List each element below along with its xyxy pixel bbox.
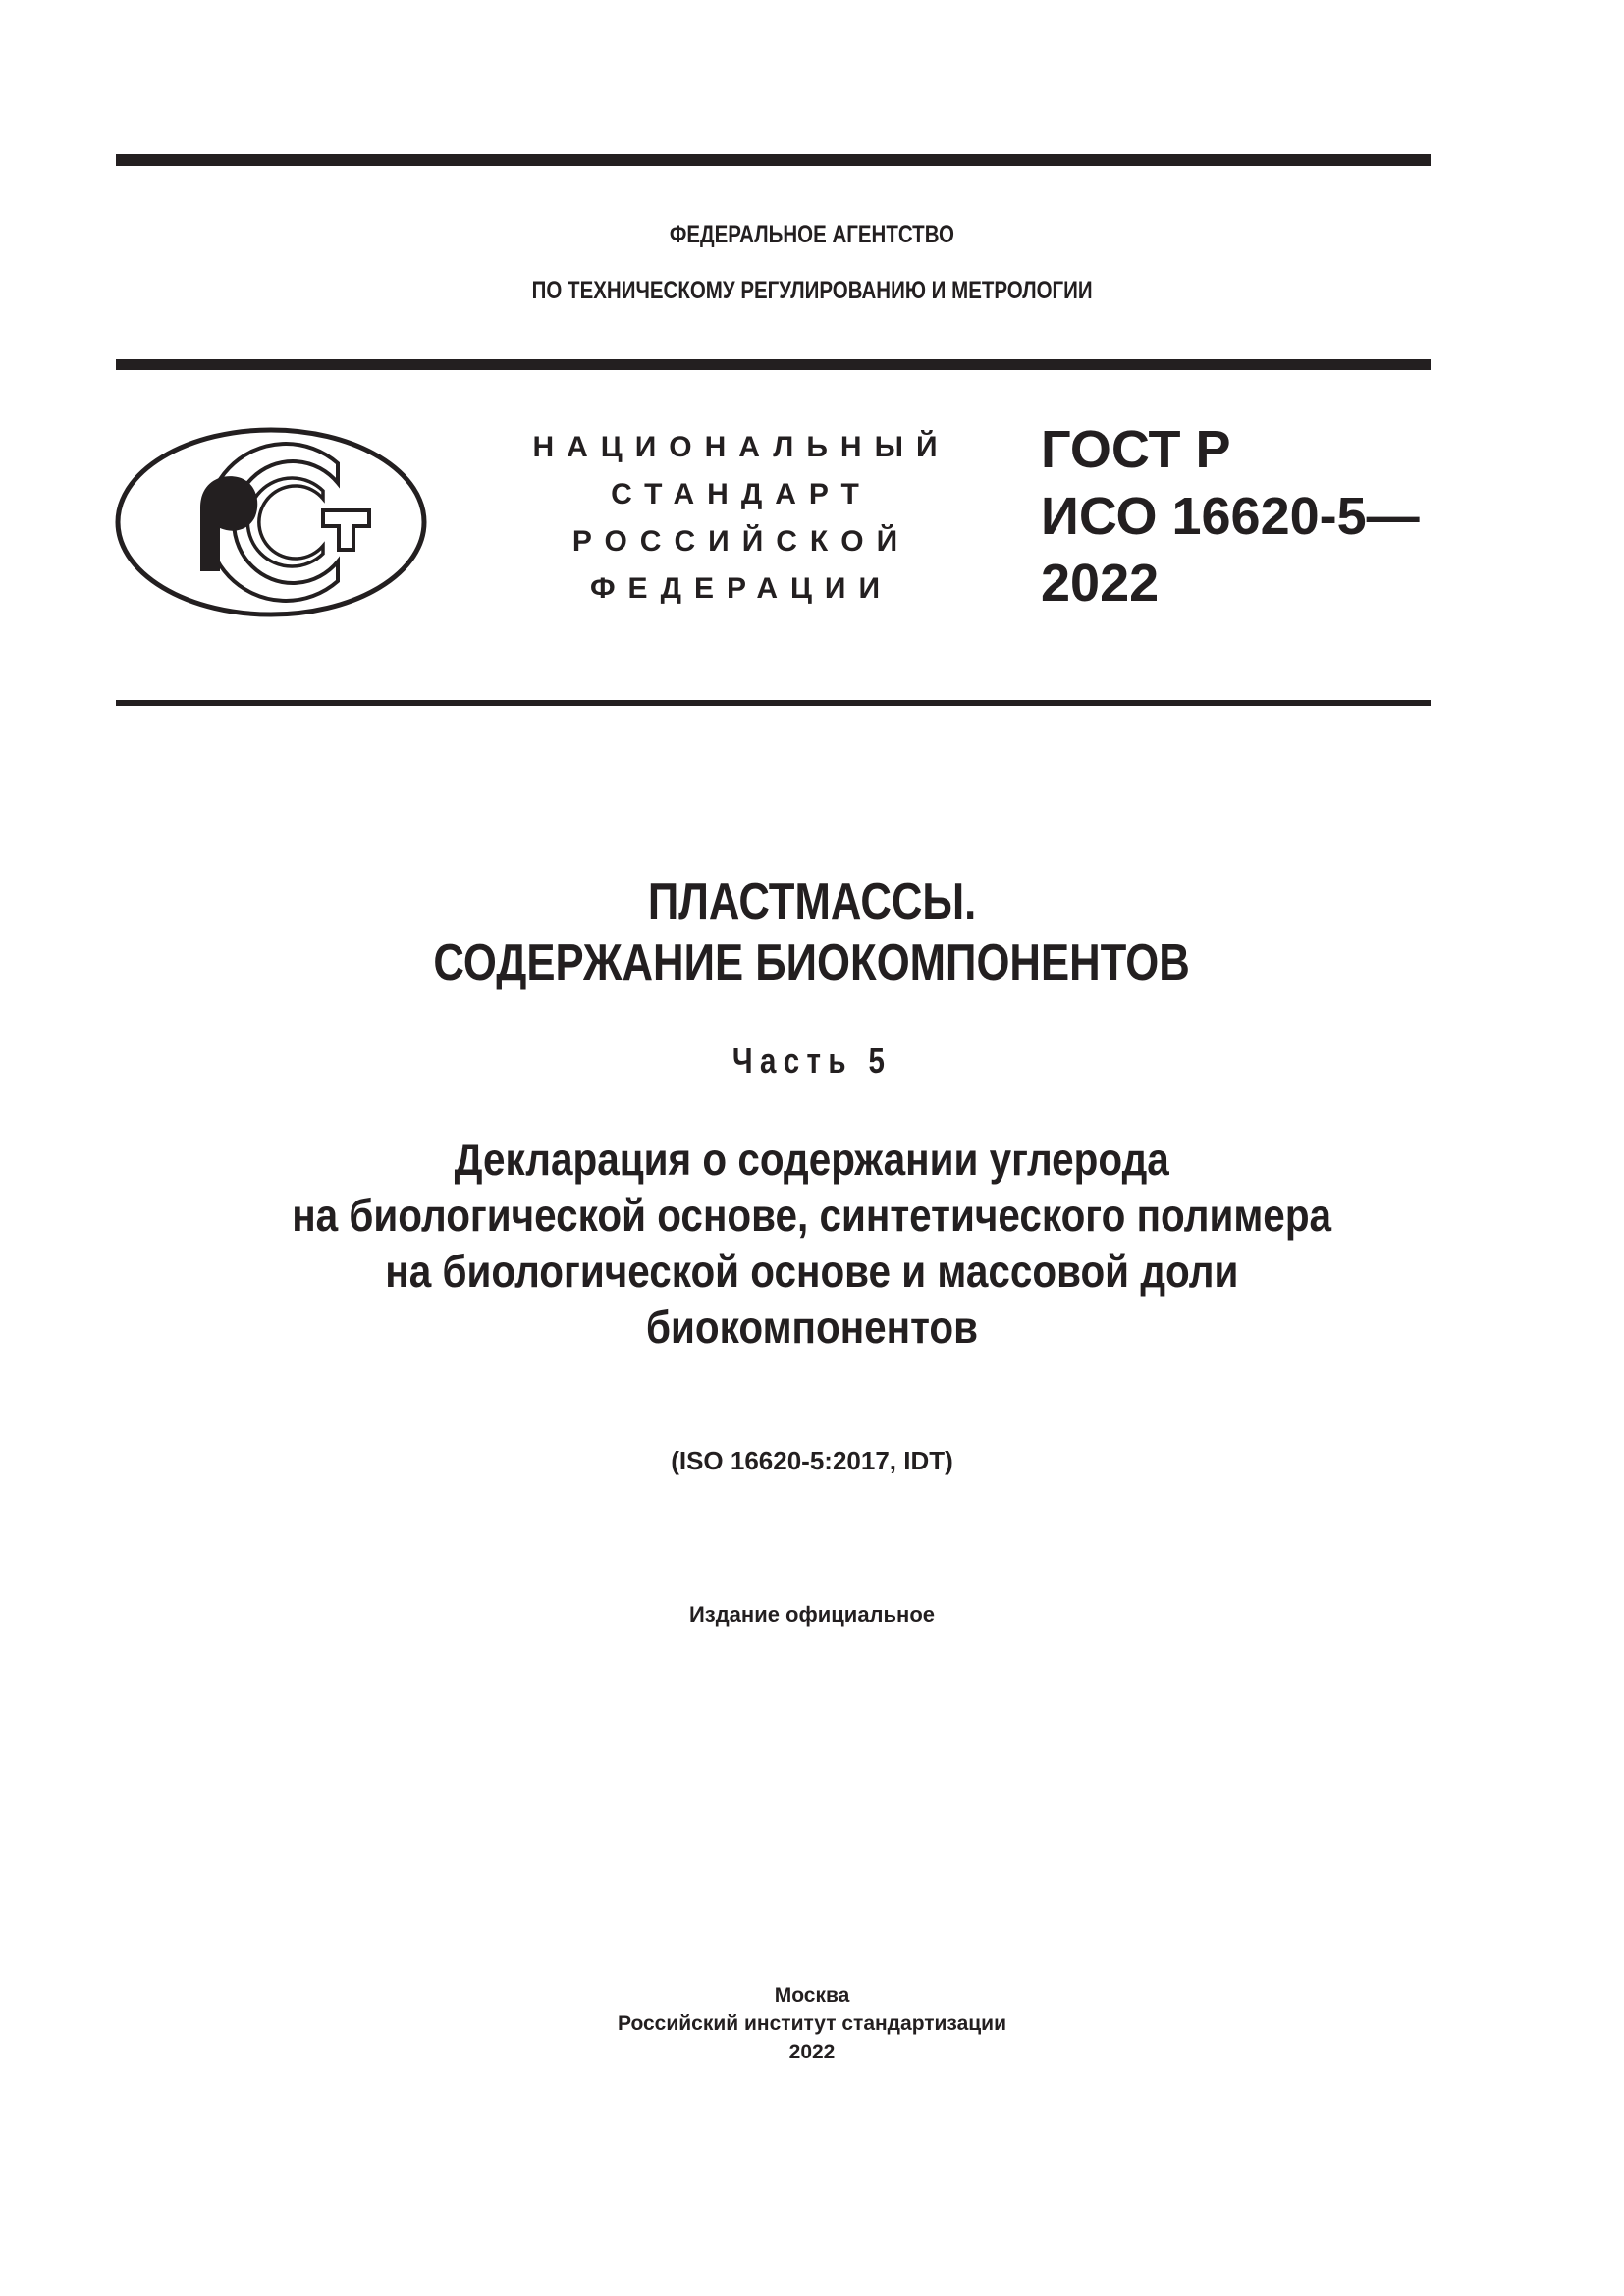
national-standard-line: НАЦИОНАЛЬНЫЙ <box>532 431 950 463</box>
national-standard-line: РОССИЙСКОЙ <box>571 525 911 558</box>
designation-line: 2022 <box>1041 554 1160 613</box>
designation-line: ИСО 16620-5— <box>1041 487 1420 546</box>
subtitle-line: Декларация о содержании углерода <box>454 1134 1170 1185</box>
imprint-year: 2022 <box>788 2041 836 2063</box>
document-title <box>0 872 1624 993</box>
subtitle-line: биокомпонентов <box>646 1302 978 1353</box>
title-line: ПЛАСТМАССЫ. <box>647 874 977 931</box>
official-edition-label: Издание официальное <box>688 1602 936 1627</box>
national-standard-label <box>501 424 982 613</box>
agency-name-text: ФЕДЕРАЛЬНОЕ АГЕНТСТВО <box>669 221 955 248</box>
publisher-imprint <box>0 1981 1624 2066</box>
standard-designation <box>1041 416 1420 616</box>
agency-name-line-1 <box>0 221 1624 249</box>
rst-certification-mark-icon <box>112 424 430 620</box>
national-standard-line: ФЕДЕРАЦИИ <box>589 572 893 605</box>
national-standard-line: СТАНДАРТ <box>611 478 872 510</box>
middle-rule <box>116 359 1431 370</box>
subtitle-line: на биологической основе, синтетического полимера <box>292 1190 1332 1241</box>
imprint-publisher: Российский институт стандартизации <box>617 2012 1007 2035</box>
iso-reference: (ISO 16620-5:2017, IDT) <box>671 1446 953 1475</box>
imprint-city: Москва <box>774 1984 850 2006</box>
part-number <box>0 1041 1624 1082</box>
title-line: СОДЕРЖАНИЕ БИОКОМПОНЕНТОВ <box>433 934 1191 991</box>
designation-line: ГОСТ Р <box>1041 420 1231 479</box>
agency-name-line-2 <box>0 277 1624 305</box>
bottom-rule <box>116 700 1431 706</box>
document-subtitle <box>0 1132 1624 1356</box>
part-label: Часть 5 <box>731 1041 893 1081</box>
agency-name-text: ПО ТЕХНИЧЕСКОМУ РЕГУЛИРОВАНИЮ И МЕТРОЛОГИИ <box>531 277 1093 304</box>
subtitle-line: на биологической основе и массовой доли <box>385 1246 1239 1297</box>
top-rule <box>116 154 1431 166</box>
